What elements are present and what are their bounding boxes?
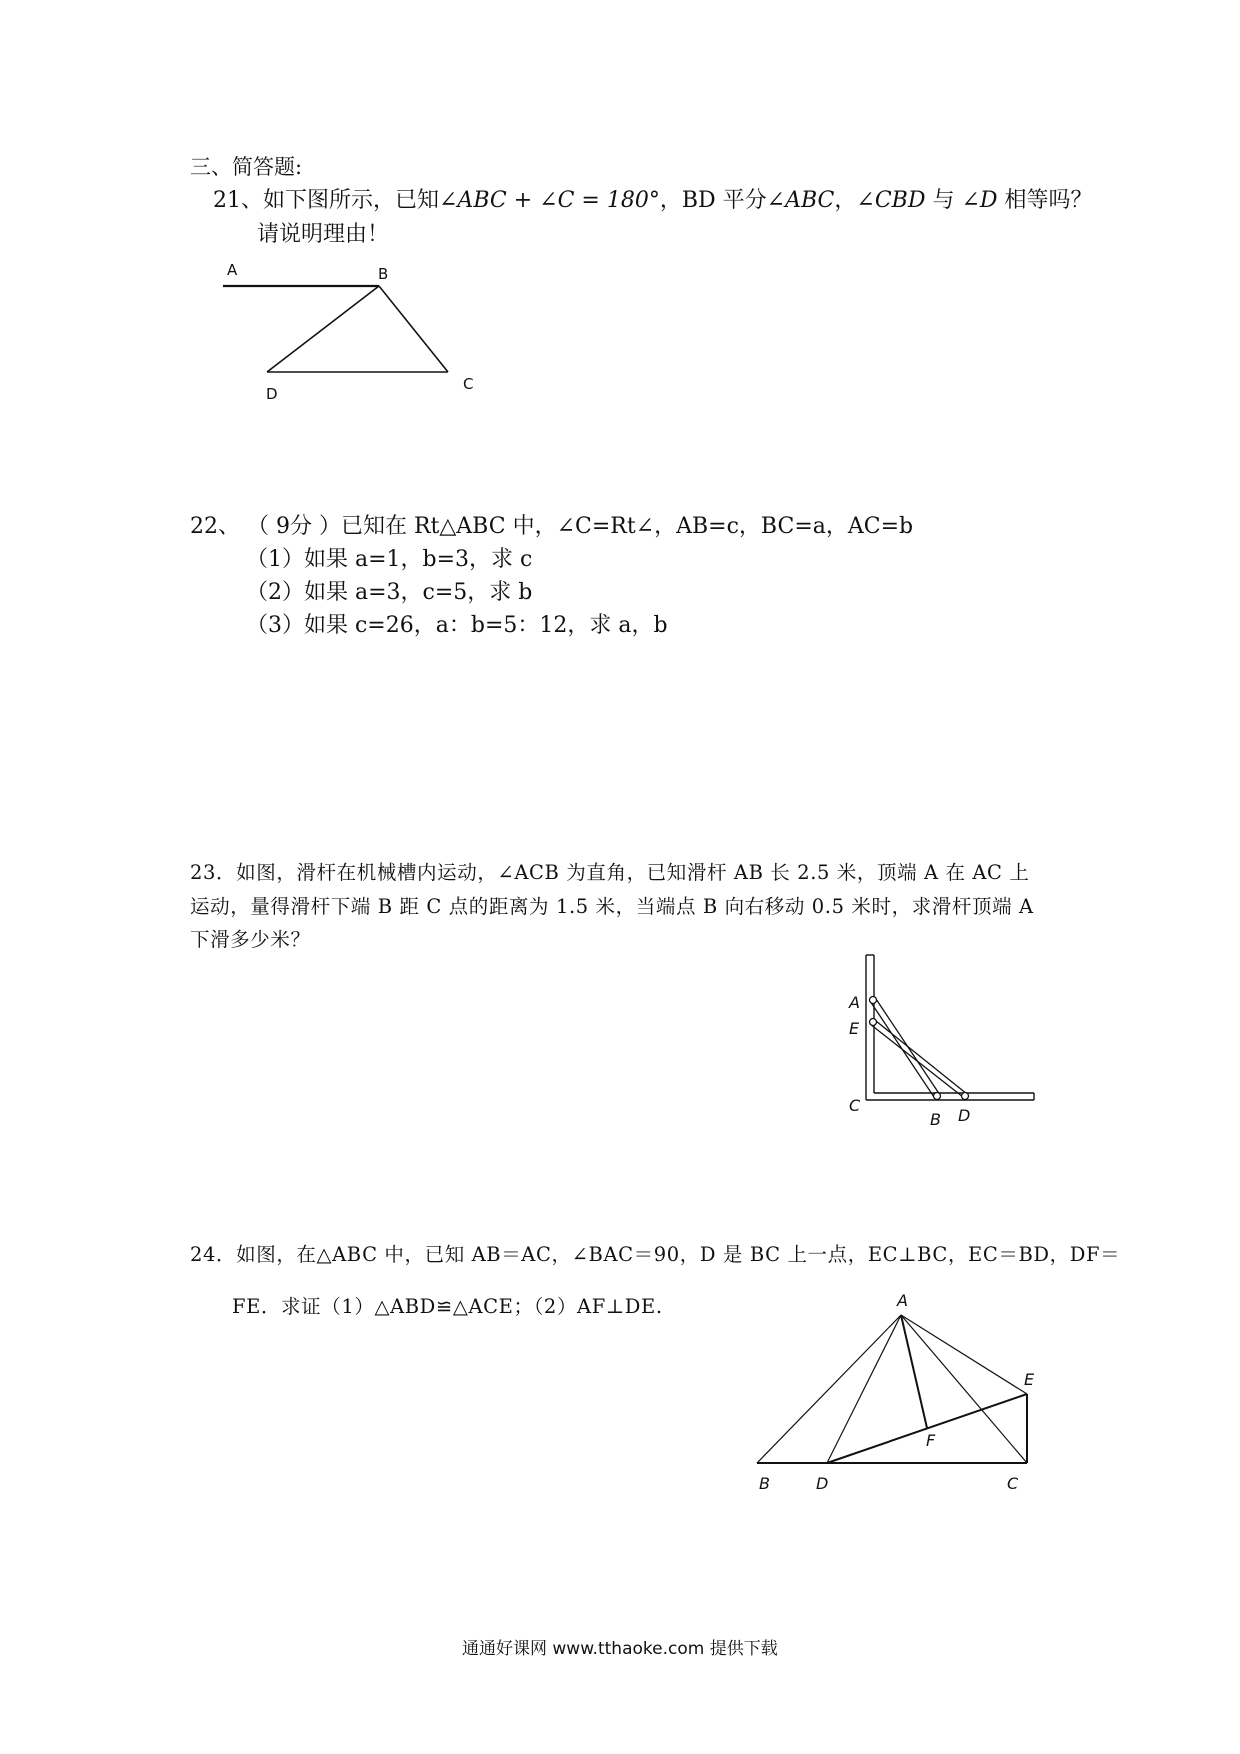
q23-label-d: D: [958, 1106, 971, 1125]
q21-label-b: B: [378, 265, 389, 283]
q21-angle-cbd: ∠CBD: [856, 188, 926, 213]
q21-label-c: C: [463, 375, 474, 393]
q23-label-b: B: [930, 1110, 941, 1129]
q24-label-d: D: [816, 1474, 829, 1493]
q24-segment-ac: [901, 1315, 1027, 1463]
question-23-line-1: 23．如图，滑杆在机械槽内运动，∠ACB 为直角，已知滑杆 AB 长 2.5 米，顶端 A 在 AC 上: [190, 861, 1030, 884]
question-22-part-1: （1）如果 a=1，b=3，求 c: [246, 547, 533, 572]
q23-label-c: C: [849, 1096, 861, 1115]
q21-text-suffix: 相等吗？: [997, 188, 1093, 213]
question-23-line-2: 运动，量得滑杆下端 B 距 C 点的距离为 1.5 米，当端点 B 向右移动 0.5 米时，求滑杆顶端 A: [190, 895, 1034, 918]
question-24-line-1: 24．如图，在△ABC 中，已知 AB＝AC，∠BAC＝90，D 是 BC 上一点，EC⊥BC，EC＝BD，DF＝: [190, 1243, 1121, 1266]
question-22-stem: 22、 （ 9分 ）已知在 Rt△ABC 中，∠C=Rt∠，AB=c，BC=a，AC=b: [190, 514, 914, 539]
footer-source: 通通好课网 www.tthaoke.com 提供下载: [462, 1639, 778, 1659]
question-23-line-3: 下滑多少米？: [190, 928, 311, 951]
q24-label-e: E: [1024, 1370, 1035, 1389]
q24-label-f: F: [926, 1431, 936, 1450]
section-heading: 三、简答题:: [190, 155, 303, 179]
q24-label-a: A: [897, 1291, 908, 1310]
q21-with: 与: [925, 188, 962, 213]
q21-label-d: D: [266, 385, 278, 403]
q21-text-prefix: 21、如下图所示，已知: [213, 188, 439, 213]
q21-angle-d: ∠D: [961, 188, 998, 213]
question-22-part-2: （2）如果 a=3，c=5，求 b: [246, 580, 533, 605]
q21-angle-abc: ∠ABC: [766, 188, 835, 213]
q21-formula: ∠ABC + ∠C = 180°: [439, 188, 660, 213]
q24-segment-ab: [757, 1315, 901, 1463]
q23-label-e: E: [849, 1019, 860, 1038]
question-21-line-2: 请说明理由！: [257, 222, 390, 247]
q21-label-a: A: [227, 261, 238, 279]
q21-comma: ，: [834, 188, 857, 213]
q24-segment-ae: [901, 1315, 1027, 1394]
q24-label-c: C: [1007, 1474, 1019, 1493]
q23-label-a: A: [849, 993, 860, 1012]
question-24-line-2: FE．求证（1）△ABD≌△ACE；（2）AF⊥DE.: [232, 1295, 663, 1318]
q24-label-b: B: [759, 1474, 770, 1493]
q24-segment-af: [901, 1315, 927, 1428]
question-22-part-3: （3）如果 c=26，a：b=5：12，求 a，b: [246, 613, 668, 638]
q21-text-middle: ，BD 平分: [659, 188, 767, 213]
